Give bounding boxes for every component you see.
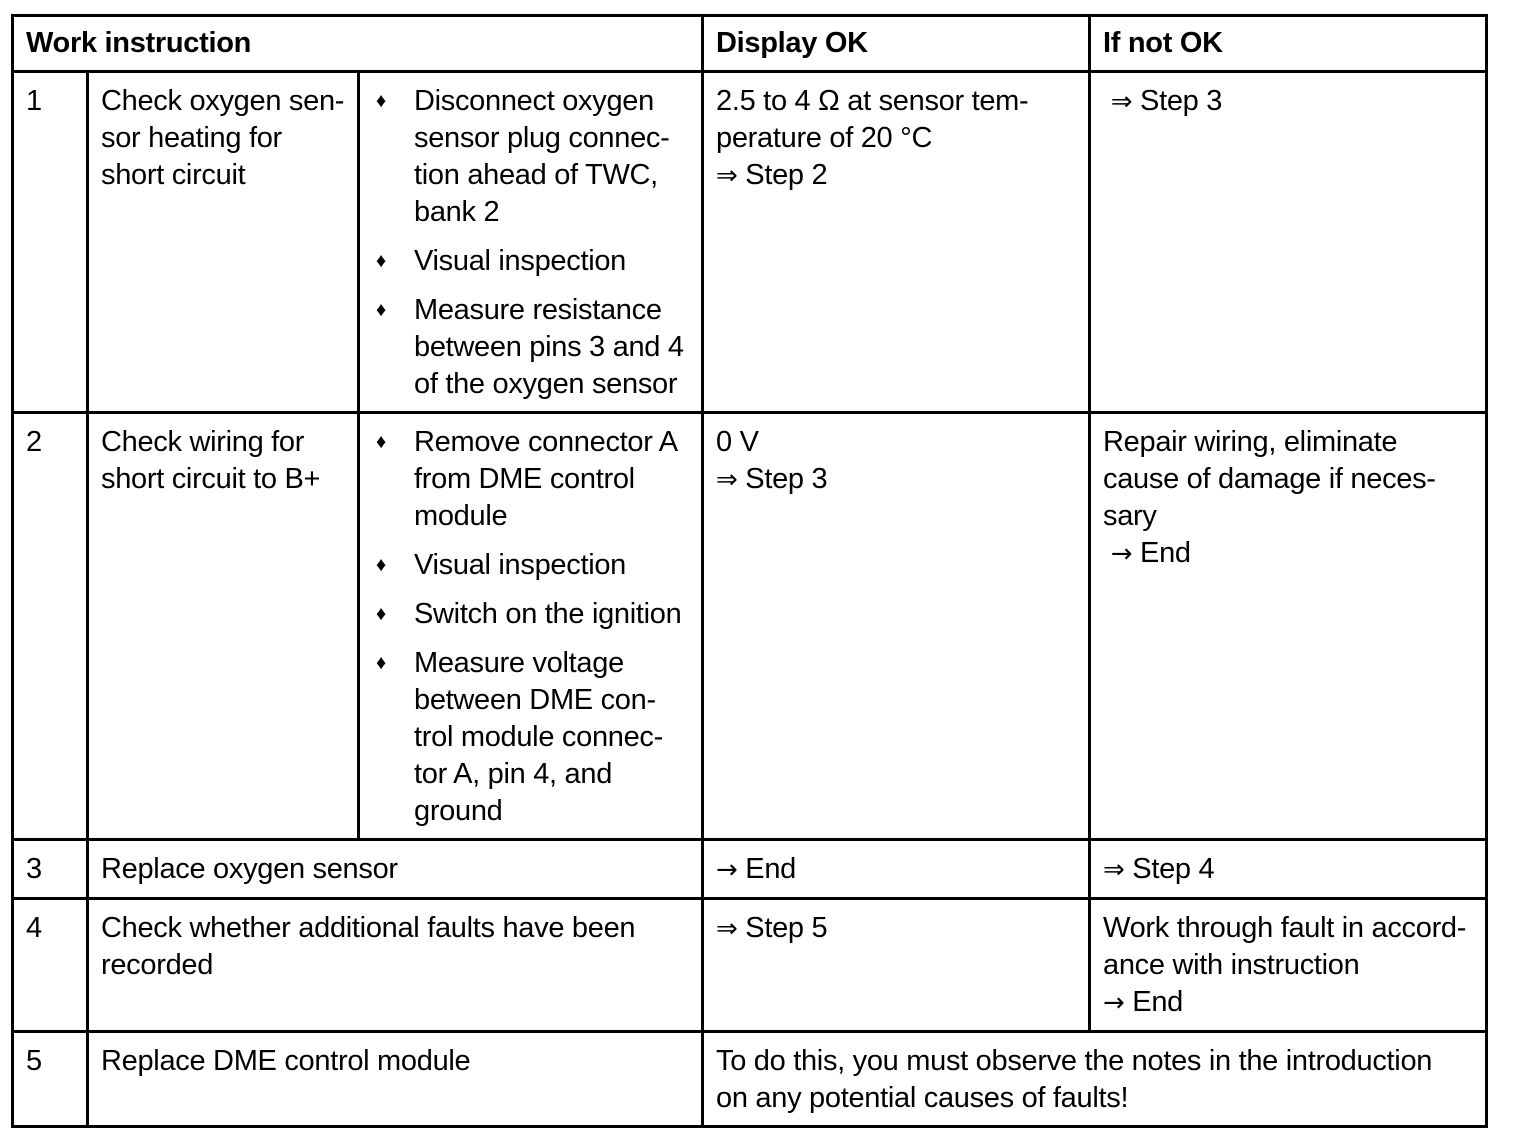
diamond-bullet-icon: ♦: [376, 652, 386, 674]
step-number: 4: [13, 899, 88, 1032]
display-ok-cell: 0 V ⇒ Step 3: [703, 413, 1090, 840]
next-step-ref: → End: [1103, 986, 1183, 1018]
next-step-ref: → End: [1110, 537, 1191, 569]
procedure-item: ♦ Switch on the ignition: [372, 596, 689, 633]
procedure-item: ♦ Measure voltage between DME con- trol module connec- tor A, pin 4, and ground: [376, 647, 663, 827]
procedure-item: ♦ Remove connector A from DME control module: [376, 426, 678, 532]
double-arrow-icon: ⇒: [716, 914, 738, 944]
header-display-ok: Display OK: [703, 16, 1090, 72]
procedure-item: ♦ Visual inspection: [372, 243, 689, 280]
procedure-cell: [359, 72, 703, 413]
instruction-cell: Check wiring for short circuit to B+: [88, 413, 359, 840]
next-step-ref: → End: [716, 853, 796, 885]
diamond-bullet-icon: ♦: [376, 554, 386, 576]
arrow-right-icon: →: [1110, 539, 1133, 569]
instruction-cell: [88, 72, 359, 413]
note-cell: To do this, you must observe the notes in the introduction on any potential causes of faults!: [703, 1032, 1487, 1127]
diamond-bullet-icon: ♦: [376, 250, 386, 272]
arrow-right-icon: →: [1103, 988, 1125, 1018]
procedure-item: ♦ Measure resistance between pins 3 and 4 of the oxygen sensor: [376, 294, 684, 400]
header-work-instruction: Work instruction: [13, 16, 703, 72]
instruction-line: sor heating for: [101, 122, 282, 154]
display-ok-cell: [703, 899, 1090, 1032]
instruction-cell: Replace oxygen sensor: [88, 840, 703, 899]
header-row: [13, 16, 1487, 72]
double-arrow-icon: ⇒: [716, 465, 738, 495]
diamond-bullet-icon: ♦: [376, 90, 386, 112]
step-number: 2: [13, 413, 88, 840]
table-row: [13, 72, 1487, 413]
next-step-ref: ⇒ Step 3: [1110, 85, 1223, 117]
next-step-ref: ⇒ Step 2: [716, 159, 828, 191]
diamond-bullet-icon: ♦: [376, 299, 386, 321]
instruction-line: short circuit: [101, 159, 246, 191]
table-row: [13, 1032, 1487, 1127]
table-row: [13, 413, 1487, 840]
if-not-ok-cell: Work through fault in accord- ance with instruction → End: [1090, 899, 1487, 1032]
if-not-ok-cell: [1090, 72, 1487, 413]
procedure-list: [372, 83, 689, 403]
table-row: [13, 840, 1487, 899]
header-if-not-ok: If not OK: [1090, 16, 1487, 72]
step-number: 1: [13, 72, 88, 413]
display-ok-cell: 2.5 to 4 Ω at sensor tem- perature of 20 °C ⇒ Step 2: [703, 72, 1090, 413]
step-number: 5: [13, 1032, 88, 1127]
diamond-bullet-icon: ♦: [376, 603, 386, 625]
double-arrow-icon: ⇒: [1110, 87, 1133, 117]
next-step-ref: ⇒ Step 4: [1103, 853, 1215, 885]
step-number: 3: [13, 840, 88, 899]
work-instruction-table: [11, 14, 1488, 1128]
double-arrow-icon: ⇒: [716, 161, 738, 191]
procedure-cell: [359, 413, 703, 840]
instruction-line: Check oxygen sen-: [101, 85, 345, 117]
if-not-ok-cell: [1090, 840, 1487, 899]
instruction-cell: Replace DME control module: [88, 1032, 703, 1127]
next-step-ref: ⇒ Step 3: [716, 463, 828, 495]
procedure-item: ♦ Visual inspection: [372, 547, 689, 584]
next-step-ref: ⇒ Step 5: [716, 912, 828, 944]
table-row: [13, 899, 1487, 1032]
arrow-right-icon: →: [716, 855, 738, 885]
instruction-cell: Check whether additional faults have been recorded: [88, 899, 703, 1032]
procedure-item: ♦ Disconnect oxygen sensor plug connec- tion ahead of TWC, bank 2: [376, 85, 670, 228]
if-not-ok-cell: Repair wiring, eliminate cause of damage if neces- sary → End: [1090, 413, 1487, 840]
diamond-bullet-icon: ♦: [376, 431, 386, 453]
display-ok-cell: [703, 840, 1090, 899]
double-arrow-icon: ⇒: [1103, 855, 1125, 885]
procedure-list: [372, 424, 689, 830]
